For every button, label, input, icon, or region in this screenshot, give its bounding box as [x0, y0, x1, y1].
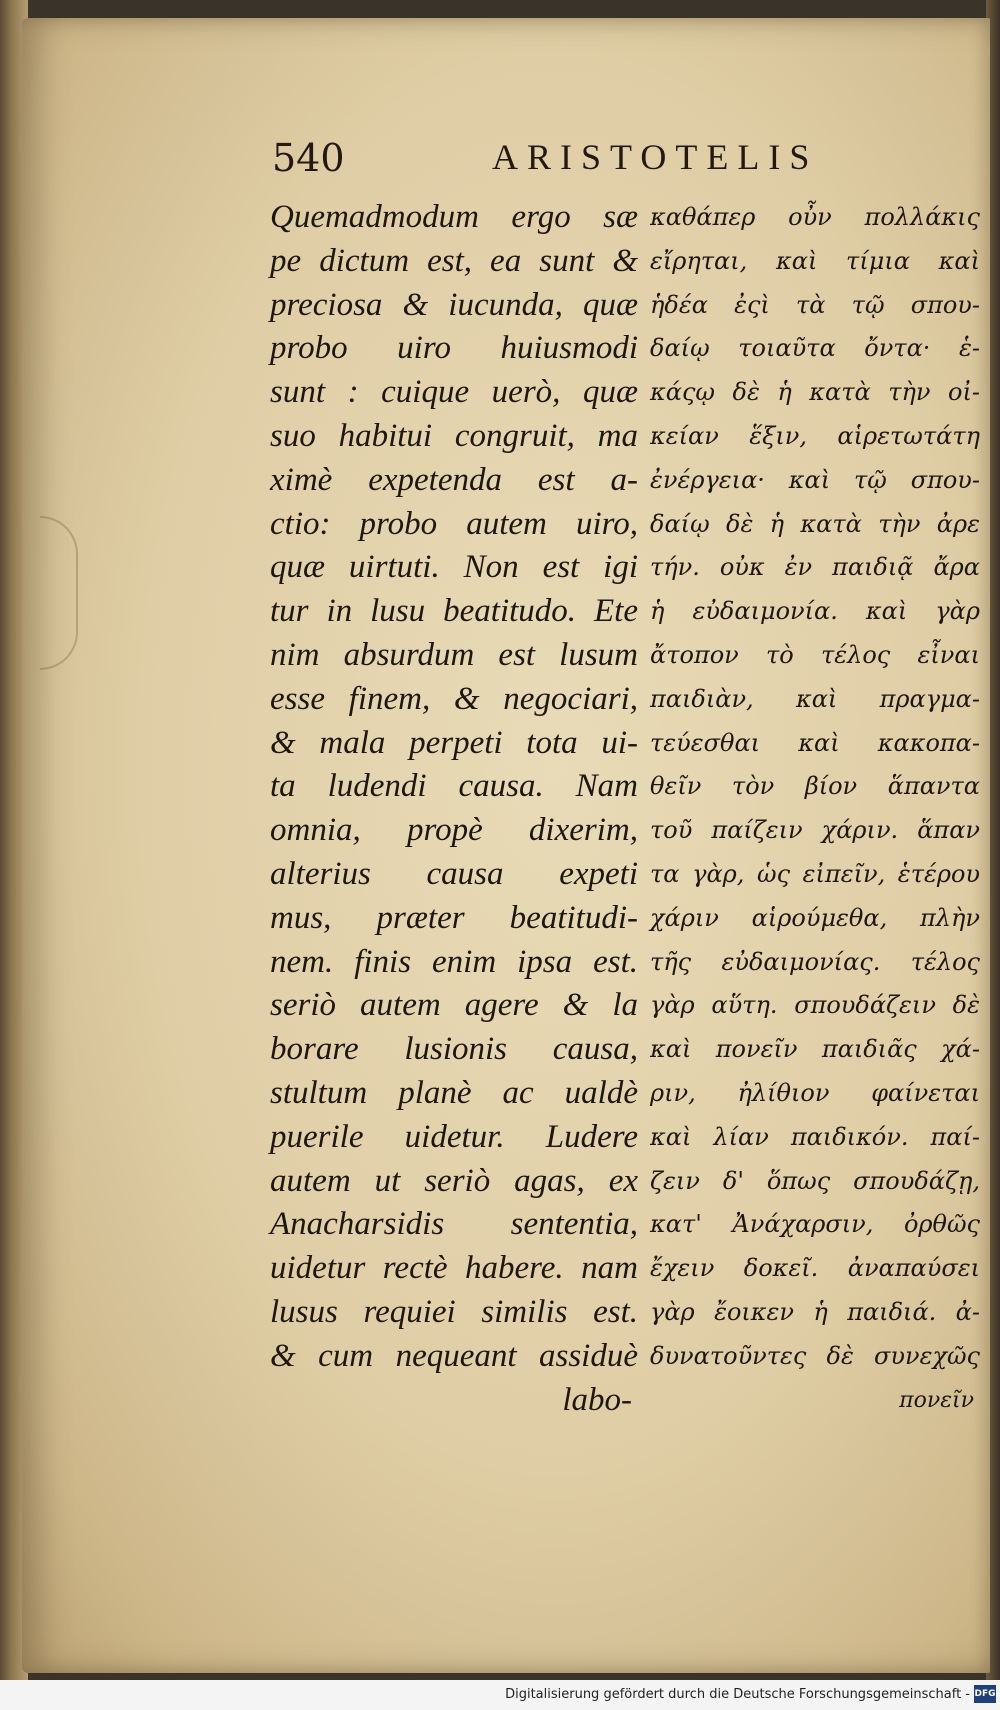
latin-text-line: autem ut seriò agas, ex	[270, 1162, 638, 1199]
latin-catchword: labo-	[562, 1381, 632, 1418]
greek-text-line: εἴρηται, καὶ τίμια καὶ	[650, 246, 980, 275]
greek-text-line: τα γὰρ, ὡς εἰπεῖν, ἑτέρου	[650, 859, 980, 888]
greek-text-line: τήν. οὐκ ἐν παιδιᾷ ἄρα	[650, 553, 980, 582]
greek-catchword: πονεῖν	[899, 1387, 974, 1413]
greek-text-line: τεύεσθαι καὶ κακοπα-	[650, 728, 980, 757]
latin-text-line: ta ludendi causa. Nam	[270, 768, 638, 805]
latin-text-line: nem. finis enim ipsa est.	[270, 943, 638, 980]
latin-text-line: lusus requiei similis est.	[270, 1293, 638, 1330]
latin-text-line: & mala perpeti tota ui-	[270, 724, 638, 761]
greek-text-line: δαίῳ δὲ ἡ κατὰ τὴν ἀρε	[650, 509, 980, 538]
greek-text-line: ἔχειν δοκεῖ. ἀναπαύσει	[650, 1254, 980, 1283]
latin-text-line: stultum planè ac ualdè	[270, 1074, 638, 1111]
greek-text-line: καθάπερ οὖν πολλάκις	[650, 203, 980, 231]
latin-text-line: pe dictum est, ea sunt &	[270, 242, 638, 279]
greek-text-line: ζειν δ' ὅπως σπουδάζῃ,	[650, 1166, 980, 1195]
latin-text-line: puerile uidetur. Ludere	[270, 1118, 638, 1155]
latin-text-line: tur in lusu beatitudo. Ete	[270, 593, 638, 630]
latin-text-line: preciosa & iucunda, quæ	[270, 286, 638, 323]
latin-text-line: ximè expetenda est a-	[270, 461, 638, 498]
latin-text-line: nim absurdum est lusum	[270, 636, 638, 673]
greek-text-line: δυνατοῦντες δὲ συνεχῶς	[650, 1341, 980, 1370]
greek-text-line: χάριν αἱρούμεθα, πλὴν	[650, 903, 980, 932]
latin-text-line: & cum nequeant assiduè	[270, 1337, 638, 1374]
greek-text-line: ἄτοπον τὸ τέλος εἶναι	[650, 640, 980, 669]
greek-text-line: κατ' Ἀνάχαρσιν, ὀρθῶς	[650, 1210, 980, 1239]
greek-text-line: παιδιὰν, καὶ πραγμα-	[650, 684, 980, 713]
latin-text-line: borare lusionis causa,	[270, 1031, 638, 1068]
latin-text-line: esse finem, & negociari,	[270, 680, 638, 717]
latin-text-line: uidetur rectè habere. nam	[270, 1250, 638, 1287]
greek-text-line: ριν, ἠλίθιον φαίνεται	[650, 1078, 980, 1107]
greek-text-line: ἡ εὐδαιμονία. καὶ γὰρ	[650, 597, 980, 626]
latin-text-line: mus, præter beatitudi-	[270, 899, 638, 936]
greek-text-line: κείαν ἕξιν, αἱρετωτάτη	[650, 421, 980, 450]
greek-text-line: δαίῳ τοιαῦτα ὄντα· ἑ-	[650, 334, 980, 363]
digitization-footer	[0, 1680, 1000, 1710]
greek-text-line: γὰρ ἔοικεν ἡ παιδιά. ἀ-	[650, 1297, 980, 1326]
greek-text-line: ἡδέα ἐςὶ τὰ τῷ σπου-	[650, 290, 980, 319]
latin-text-line: probo uiro huiusmodi	[270, 330, 638, 367]
page-stain-mark	[40, 516, 78, 670]
latin-text-line: sunt : cuique uerò, quæ	[270, 374, 638, 411]
greek-text-line: ἐνέργεια· καὶ τῷ σπου-	[650, 465, 980, 494]
greek-text-line: θεῖν τὸν βίον ἅπαντα	[650, 772, 980, 801]
book-page	[22, 18, 990, 1673]
latin-text-line: quæ uirtuti. Non est igi	[270, 549, 638, 586]
dfg-logo-icon: DFG	[974, 1685, 996, 1703]
latin-text-line: ctio: probo autem uiro,	[270, 505, 638, 542]
latin-text-line: omnia, propè dixerim,	[270, 812, 638, 849]
greek-text-line: καὶ πονεῖν παιδιᾶς χά-	[650, 1035, 980, 1064]
greek-text-line: γὰρ αὕτη. σπουδάζειν δὲ	[650, 991, 980, 1020]
greek-column	[650, 196, 980, 1422]
latin-text-line: alterius causa expeti	[270, 855, 638, 892]
latin-text-line: seriò autem agere & la	[270, 987, 638, 1024]
greek-text-line: τοῦ παίζειν χάριν. ἅπαν	[650, 816, 980, 845]
page-number: 540	[272, 136, 345, 180]
latin-text-line: Anacharsidis sententia,	[270, 1206, 638, 1243]
running-head: ARISTOTELIS	[492, 137, 819, 177]
footer-credit: Digitalisierung gefördert durch die Deutsche Forschungsgemeinschaft -	[505, 1687, 970, 1702]
greek-text-line: τῆς εὐδαιμονίας. τέλος	[650, 947, 980, 976]
latin-column	[270, 196, 638, 1422]
latin-text-line: Quemadmodum ergo sæ	[270, 199, 638, 235]
greek-text-line: καὶ λίαν παιδικόν. παί-	[650, 1122, 980, 1151]
greek-text-line: κάςῳ δὲ ἡ κατὰ τὴν οἰ-	[650, 378, 980, 407]
latin-text-line: suo habitui congruit, ma	[270, 417, 638, 454]
